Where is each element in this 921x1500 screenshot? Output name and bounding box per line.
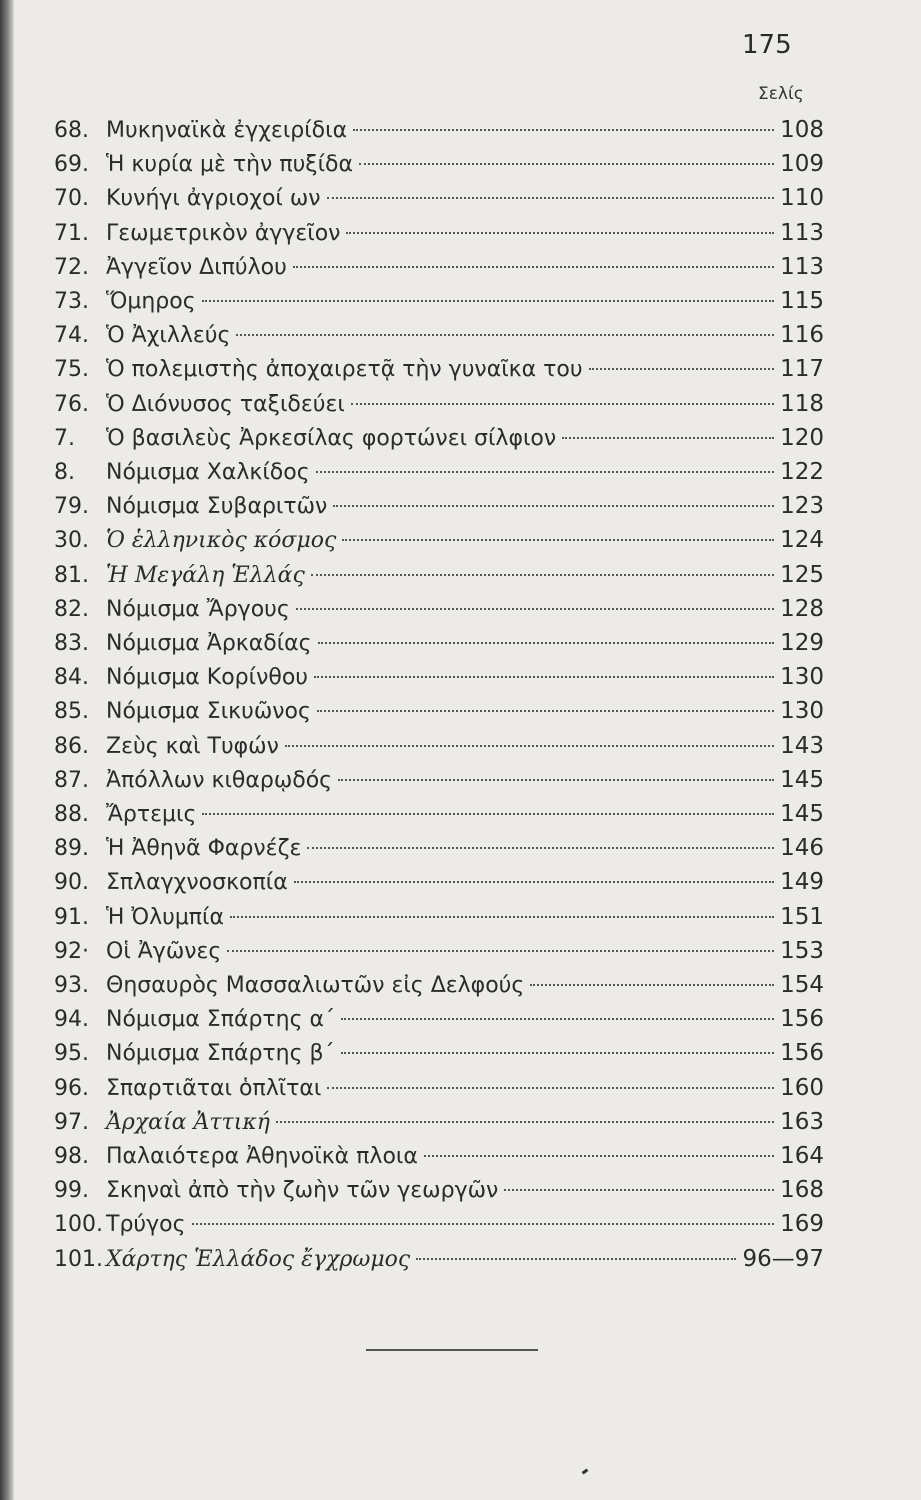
toc-entry bbox=[54, 113, 824, 147]
entry-title: Γεωμετρικὸν ἀγγεῖον bbox=[106, 220, 341, 246]
toc-entry bbox=[54, 1002, 824, 1036]
toc-entry bbox=[54, 216, 824, 250]
entry-title: Νόμισμα Συβαριτῶν bbox=[106, 494, 328, 520]
dot-leader bbox=[338, 779, 774, 781]
entry-page-number: 113 bbox=[780, 219, 824, 246]
entry-number: 8. bbox=[54, 460, 75, 485]
entry-title: Ἀρχαία Ἀττική bbox=[106, 1109, 270, 1135]
dot-leader bbox=[504, 1189, 774, 1191]
entry-page-number: 118 bbox=[780, 390, 824, 417]
toc-entry bbox=[54, 1242, 824, 1276]
entry-title: Σκηναὶ ἀπὸ τὴν ζωὴν τῶν γεωργῶν bbox=[106, 1178, 499, 1204]
entry-number: 73. bbox=[54, 289, 89, 314]
toc-entry bbox=[54, 352, 824, 386]
entry-page-number: 164 bbox=[780, 1143, 824, 1169]
closing-rule bbox=[366, 1349, 538, 1351]
dot-leader bbox=[192, 1223, 774, 1225]
toc-entry bbox=[54, 558, 824, 592]
entry-page-number: 163 bbox=[780, 1108, 824, 1135]
dot-leader bbox=[296, 608, 774, 610]
toc-entry bbox=[54, 592, 824, 626]
dot-leader bbox=[202, 813, 774, 815]
toc-entry bbox=[54, 1036, 824, 1070]
toc-entry bbox=[54, 694, 824, 728]
entry-number: 83. bbox=[54, 631, 89, 656]
entry-number: 81. bbox=[54, 562, 89, 588]
entry-title: Κυνήγι ἀγριοχοί ων bbox=[106, 186, 321, 212]
entry-title: Ὁ ἑλληνικὸς κόσμος bbox=[106, 528, 337, 554]
entry-title: Τρύγος bbox=[106, 1212, 186, 1238]
dot-leader bbox=[307, 847, 774, 849]
toc-entry bbox=[54, 147, 824, 181]
entry-title: Ἡ κυρία μὲ τὴν πυξίδα bbox=[106, 152, 353, 178]
entry-title: Χάρτης Ἑλλάδος ἔγχρωμος bbox=[106, 1246, 411, 1272]
entry-page-number: 151 bbox=[780, 903, 824, 930]
dot-leader bbox=[236, 334, 774, 336]
toc-entry bbox=[54, 660, 824, 694]
entry-page-number: 143 bbox=[780, 732, 824, 759]
toc-entry bbox=[54, 831, 824, 865]
entry-title: Ἀγγεῖον Διπύλου bbox=[106, 254, 287, 280]
entry-page-number: 108 bbox=[780, 117, 824, 143]
toc-entry bbox=[54, 1139, 824, 1173]
entry-page-number: 130 bbox=[780, 664, 824, 691]
entry-page-number: 120 bbox=[780, 424, 824, 451]
toc-entry bbox=[54, 421, 824, 455]
entry-number: 98. bbox=[54, 1144, 89, 1169]
entry-title: Νόμισμα Ἀρκαδίας bbox=[106, 631, 312, 656]
entry-number: 101. bbox=[54, 1246, 103, 1272]
entry-number: 30. bbox=[54, 528, 89, 554]
dot-leader bbox=[230, 916, 774, 918]
entry-number: 70. bbox=[54, 186, 89, 212]
entry-number: 97. bbox=[54, 1109, 89, 1135]
toc-entry bbox=[54, 523, 824, 557]
toc-entry bbox=[54, 934, 824, 968]
entry-number: 82. bbox=[54, 596, 89, 622]
entry-page-number: 117 bbox=[780, 356, 824, 383]
entry-page-number: 116 bbox=[780, 322, 824, 349]
dot-leader bbox=[293, 266, 774, 268]
entry-title: Ἀπόλλων κιθαρῳδός bbox=[106, 767, 333, 793]
entry-number: 95. bbox=[54, 1041, 89, 1067]
dot-leader bbox=[353, 129, 774, 131]
entry-number: 88. bbox=[54, 802, 89, 827]
dot-leader bbox=[317, 710, 774, 712]
entry-number: 74. bbox=[54, 323, 89, 349]
toc-entry bbox=[54, 1105, 824, 1139]
entry-title: Νόμισμα Σικυῶνος bbox=[106, 699, 311, 725]
entry-page-number: 113 bbox=[780, 253, 824, 280]
entry-title: Νόμισμα Ἄργους bbox=[106, 596, 290, 622]
entry-number: 96. bbox=[54, 1075, 89, 1101]
entry-page-number: 168 bbox=[780, 1177, 824, 1204]
entry-title: Παλαιότερα Ἀθηνοϊκὰ πλοια bbox=[106, 1144, 418, 1169]
entry-page-number: 149 bbox=[780, 869, 824, 896]
dot-leader bbox=[359, 163, 774, 165]
entry-title: Σπλαγχνοσκοπία bbox=[106, 870, 288, 896]
dot-leader bbox=[285, 745, 774, 747]
entry-page-number: 145 bbox=[780, 801, 824, 827]
entry-title: Ὁ πολεμιστὴς ἀποχαιρετᾷ τὴν γυναῖκα του bbox=[106, 357, 583, 383]
entry-number: 68. bbox=[54, 118, 89, 143]
toc-entry bbox=[54, 318, 824, 352]
toc-entry bbox=[54, 900, 824, 934]
entry-number: 99. bbox=[54, 1178, 89, 1204]
dot-leader bbox=[327, 197, 774, 199]
toc-entry bbox=[54, 1207, 824, 1241]
entry-number: 87. bbox=[54, 767, 89, 793]
entry-number: 86. bbox=[54, 733, 89, 759]
entry-page-number: 110 bbox=[780, 185, 824, 212]
entry-page-number: 160 bbox=[780, 1074, 824, 1101]
dot-leader bbox=[276, 1121, 774, 1123]
entry-page-number: 146 bbox=[780, 835, 824, 862]
entry-title: Ὁ βασιλεὺς Ἀρκεσίλας φορτώνει σίλφιον bbox=[106, 425, 557, 451]
entry-number: 7. bbox=[54, 425, 75, 451]
entry-page-number: 109 bbox=[780, 151, 824, 178]
entry-number: 84. bbox=[54, 665, 89, 691]
dot-leader bbox=[202, 300, 774, 302]
entry-number: 72. bbox=[54, 254, 89, 280]
toc-entry bbox=[54, 455, 824, 489]
dot-leader bbox=[342, 539, 774, 541]
entry-title: Νόμισμα Σπάρτης β΄ bbox=[106, 1041, 335, 1067]
dot-leader bbox=[333, 505, 774, 507]
dot-leader bbox=[327, 1087, 774, 1089]
book-page bbox=[14, 0, 921, 1500]
entry-title: Νόμισμα Σπάρτης α΄ bbox=[106, 1007, 336, 1033]
entry-number: 79. bbox=[54, 494, 89, 520]
entry-page-number: 156 bbox=[780, 1006, 824, 1033]
dot-leader bbox=[311, 574, 774, 576]
table-of-contents bbox=[14, 0, 921, 1500]
entry-page-number: 115 bbox=[780, 288, 824, 314]
entry-number: 71. bbox=[54, 220, 89, 246]
toc-entry bbox=[54, 489, 824, 523]
entry-title: Ὅμηρος bbox=[106, 289, 196, 314]
dot-leader bbox=[562, 437, 774, 439]
entry-number: 75. bbox=[54, 357, 89, 383]
entry-number: 69. bbox=[54, 152, 89, 178]
book-spine-shadow bbox=[0, 0, 14, 1500]
dot-leader bbox=[316, 471, 774, 473]
entry-page-number: 169 bbox=[780, 1211, 824, 1238]
entry-page-number: 129 bbox=[780, 630, 824, 656]
toc-entry bbox=[54, 181, 824, 215]
entry-number: 93. bbox=[54, 973, 89, 998]
entry-number: 90. bbox=[54, 870, 89, 896]
dot-leader bbox=[341, 1018, 774, 1020]
entry-title: Νόμισμα Κορίνθου bbox=[106, 665, 309, 691]
toc-entry bbox=[54, 1173, 824, 1207]
dot-leader bbox=[318, 642, 774, 644]
dot-leader bbox=[294, 881, 774, 883]
entry-page-number: 130 bbox=[780, 698, 824, 725]
entry-number: 89. bbox=[54, 836, 89, 862]
entry-title: Ζεὺς καὶ Τυφών bbox=[106, 733, 279, 759]
entry-page-number: 128 bbox=[780, 595, 824, 622]
entry-page-number: 156 bbox=[780, 1040, 824, 1067]
toc-entry bbox=[54, 797, 824, 831]
dot-leader bbox=[530, 984, 774, 986]
entry-number: 94. bbox=[54, 1007, 89, 1033]
entry-number: 85. bbox=[54, 699, 89, 725]
entry-title: Μυκηναϊκὰ ἐγχειρίδια bbox=[106, 118, 348, 143]
entry-title: Οἱ Ἀγῶνες bbox=[106, 938, 222, 964]
dot-leader bbox=[314, 676, 774, 678]
entry-page-number: 122 bbox=[780, 459, 824, 485]
entry-page-number: 96—97 bbox=[742, 1245, 824, 1272]
toc-entry bbox=[54, 1071, 824, 1105]
toc-entry bbox=[54, 865, 824, 899]
entry-page-number: 153 bbox=[780, 937, 824, 964]
entry-title: Ἡ Μεγάλη Ἑλλάς bbox=[106, 562, 305, 588]
entry-title: Σπαρτιᾶται ὁπλῖται bbox=[106, 1075, 322, 1101]
entry-page-number: 125 bbox=[780, 561, 824, 588]
entry-title: Νόμισμα Χαλκίδος bbox=[106, 460, 310, 485]
toc-entry bbox=[54, 763, 824, 797]
entry-title: Ἡ Ὀλυμπία bbox=[106, 904, 225, 930]
entry-number: 100. bbox=[54, 1212, 103, 1238]
dot-leader bbox=[346, 232, 774, 234]
column-header-page: Σελίς bbox=[758, 84, 804, 104]
dot-leader bbox=[589, 368, 774, 370]
toc-entry bbox=[54, 626, 824, 660]
entry-page-number: 145 bbox=[780, 766, 824, 793]
dot-leader bbox=[227, 950, 774, 952]
entry-title: Ὁ Διόνυσος ταξιδεύει bbox=[106, 391, 345, 417]
toc-entry bbox=[54, 284, 824, 318]
dot-leader bbox=[416, 1258, 736, 1260]
toc-entry bbox=[54, 968, 824, 1002]
entry-number: 76. bbox=[54, 391, 89, 417]
entry-page-number: 154 bbox=[780, 972, 824, 998]
entry-title: Ὁ Ἀχιλλεύς bbox=[106, 323, 231, 349]
toc-entry bbox=[54, 387, 824, 421]
entry-number: 91. bbox=[54, 904, 89, 930]
dot-leader bbox=[351, 403, 774, 405]
entry-title: Θησαυρὸς Μασσαλιωτῶν εἰς Δελφούς bbox=[106, 973, 525, 998]
dot-leader bbox=[424, 1155, 774, 1157]
entry-title: Ἄρτεμις bbox=[106, 802, 197, 827]
entry-title: Ἡ Ἀθηνᾶ Φαρνέζε bbox=[106, 836, 302, 862]
entry-page-number: 123 bbox=[780, 493, 824, 520]
page-number: 175 bbox=[742, 30, 792, 60]
toc-entry bbox=[54, 729, 824, 763]
toc-entry bbox=[54, 250, 824, 284]
entry-page-number: 124 bbox=[780, 527, 824, 554]
dot-leader bbox=[341, 1052, 774, 1054]
entry-number: 92· bbox=[54, 938, 89, 964]
